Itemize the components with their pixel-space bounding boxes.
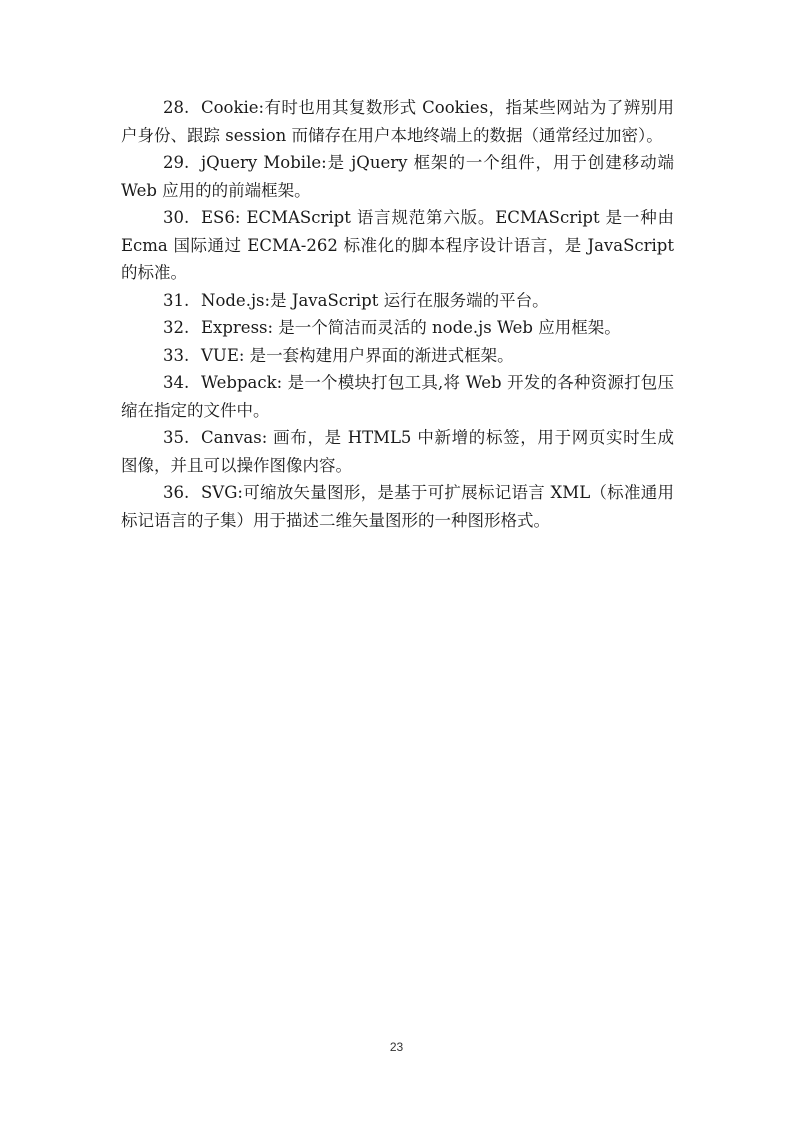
entry-number: 35.	[163, 428, 190, 447]
entry-text: SVG:可缩放矢量图形，是基于可扩展标记语言 XML（标准通用标记语言的子集）用于描述二维矢量图形的一种图形格式。	[121, 483, 674, 530]
glossary-entry-express	[121, 314, 674, 342]
glossary-list	[121, 94, 674, 534]
entry-text: Canvas: 画布，是 HTML5 中新增的标签，用于网页实时生成图像，并且可以操作图像内容。	[121, 428, 674, 475]
glossary-entry-vue	[121, 342, 674, 370]
entry-text: Express: 是一个简洁而灵活的 node.js Web 应用框架。	[201, 318, 621, 337]
entry-number: 36.	[163, 483, 190, 502]
glossary-entry-cookie	[121, 94, 674, 149]
glossary-entry-canvas	[121, 424, 674, 479]
entry-number: 32.	[163, 318, 190, 337]
entry-number: 30.	[163, 208, 190, 227]
entry-text: Webpack: 是一个模块打包工具,将 Web 开发的各种资源打包压缩在指定的文件中。	[121, 373, 674, 420]
entry-text: Cookie:有时也用其复数形式 Cookies，指某些网站为了辨别用户身份、跟踪 session 而储存在用户本地终端上的数据（通常经过加密）。	[121, 98, 674, 145]
page-number: 23	[389, 1040, 404, 1054]
glossary-entry-svg	[121, 479, 674, 534]
entry-text: ES6: ECMAScript 语言规范第六版。ECMAScript 是一种由 Ecma 国际通过 ECMA-262 标准化的脚本程序设计语言，是 JavaScript 的标准。	[121, 208, 674, 282]
entry-number: 34.	[163, 373, 190, 392]
entry-text: Node.js:是 JavaScript 运行在服务端的平台。	[201, 290, 549, 310]
entry-text: VUE: 是一套构建用户界面的渐进式框架。	[201, 345, 514, 365]
entry-number: 31.	[163, 290, 190, 310]
glossary-entry-webpack	[121, 369, 674, 424]
glossary-entry-es6	[121, 204, 674, 287]
entry-number: 29.	[163, 153, 190, 172]
glossary-entry-jquery-mobile	[121, 149, 674, 204]
entry-number: 28.	[163, 98, 190, 117]
entry-text: jQuery Mobile:是 jQuery 框架的一个组件，用于创建移动端 Web 应用的的前端框架。	[121, 153, 674, 200]
entry-number: 33.	[163, 345, 190, 365]
glossary-entry-nodejs	[121, 287, 674, 315]
